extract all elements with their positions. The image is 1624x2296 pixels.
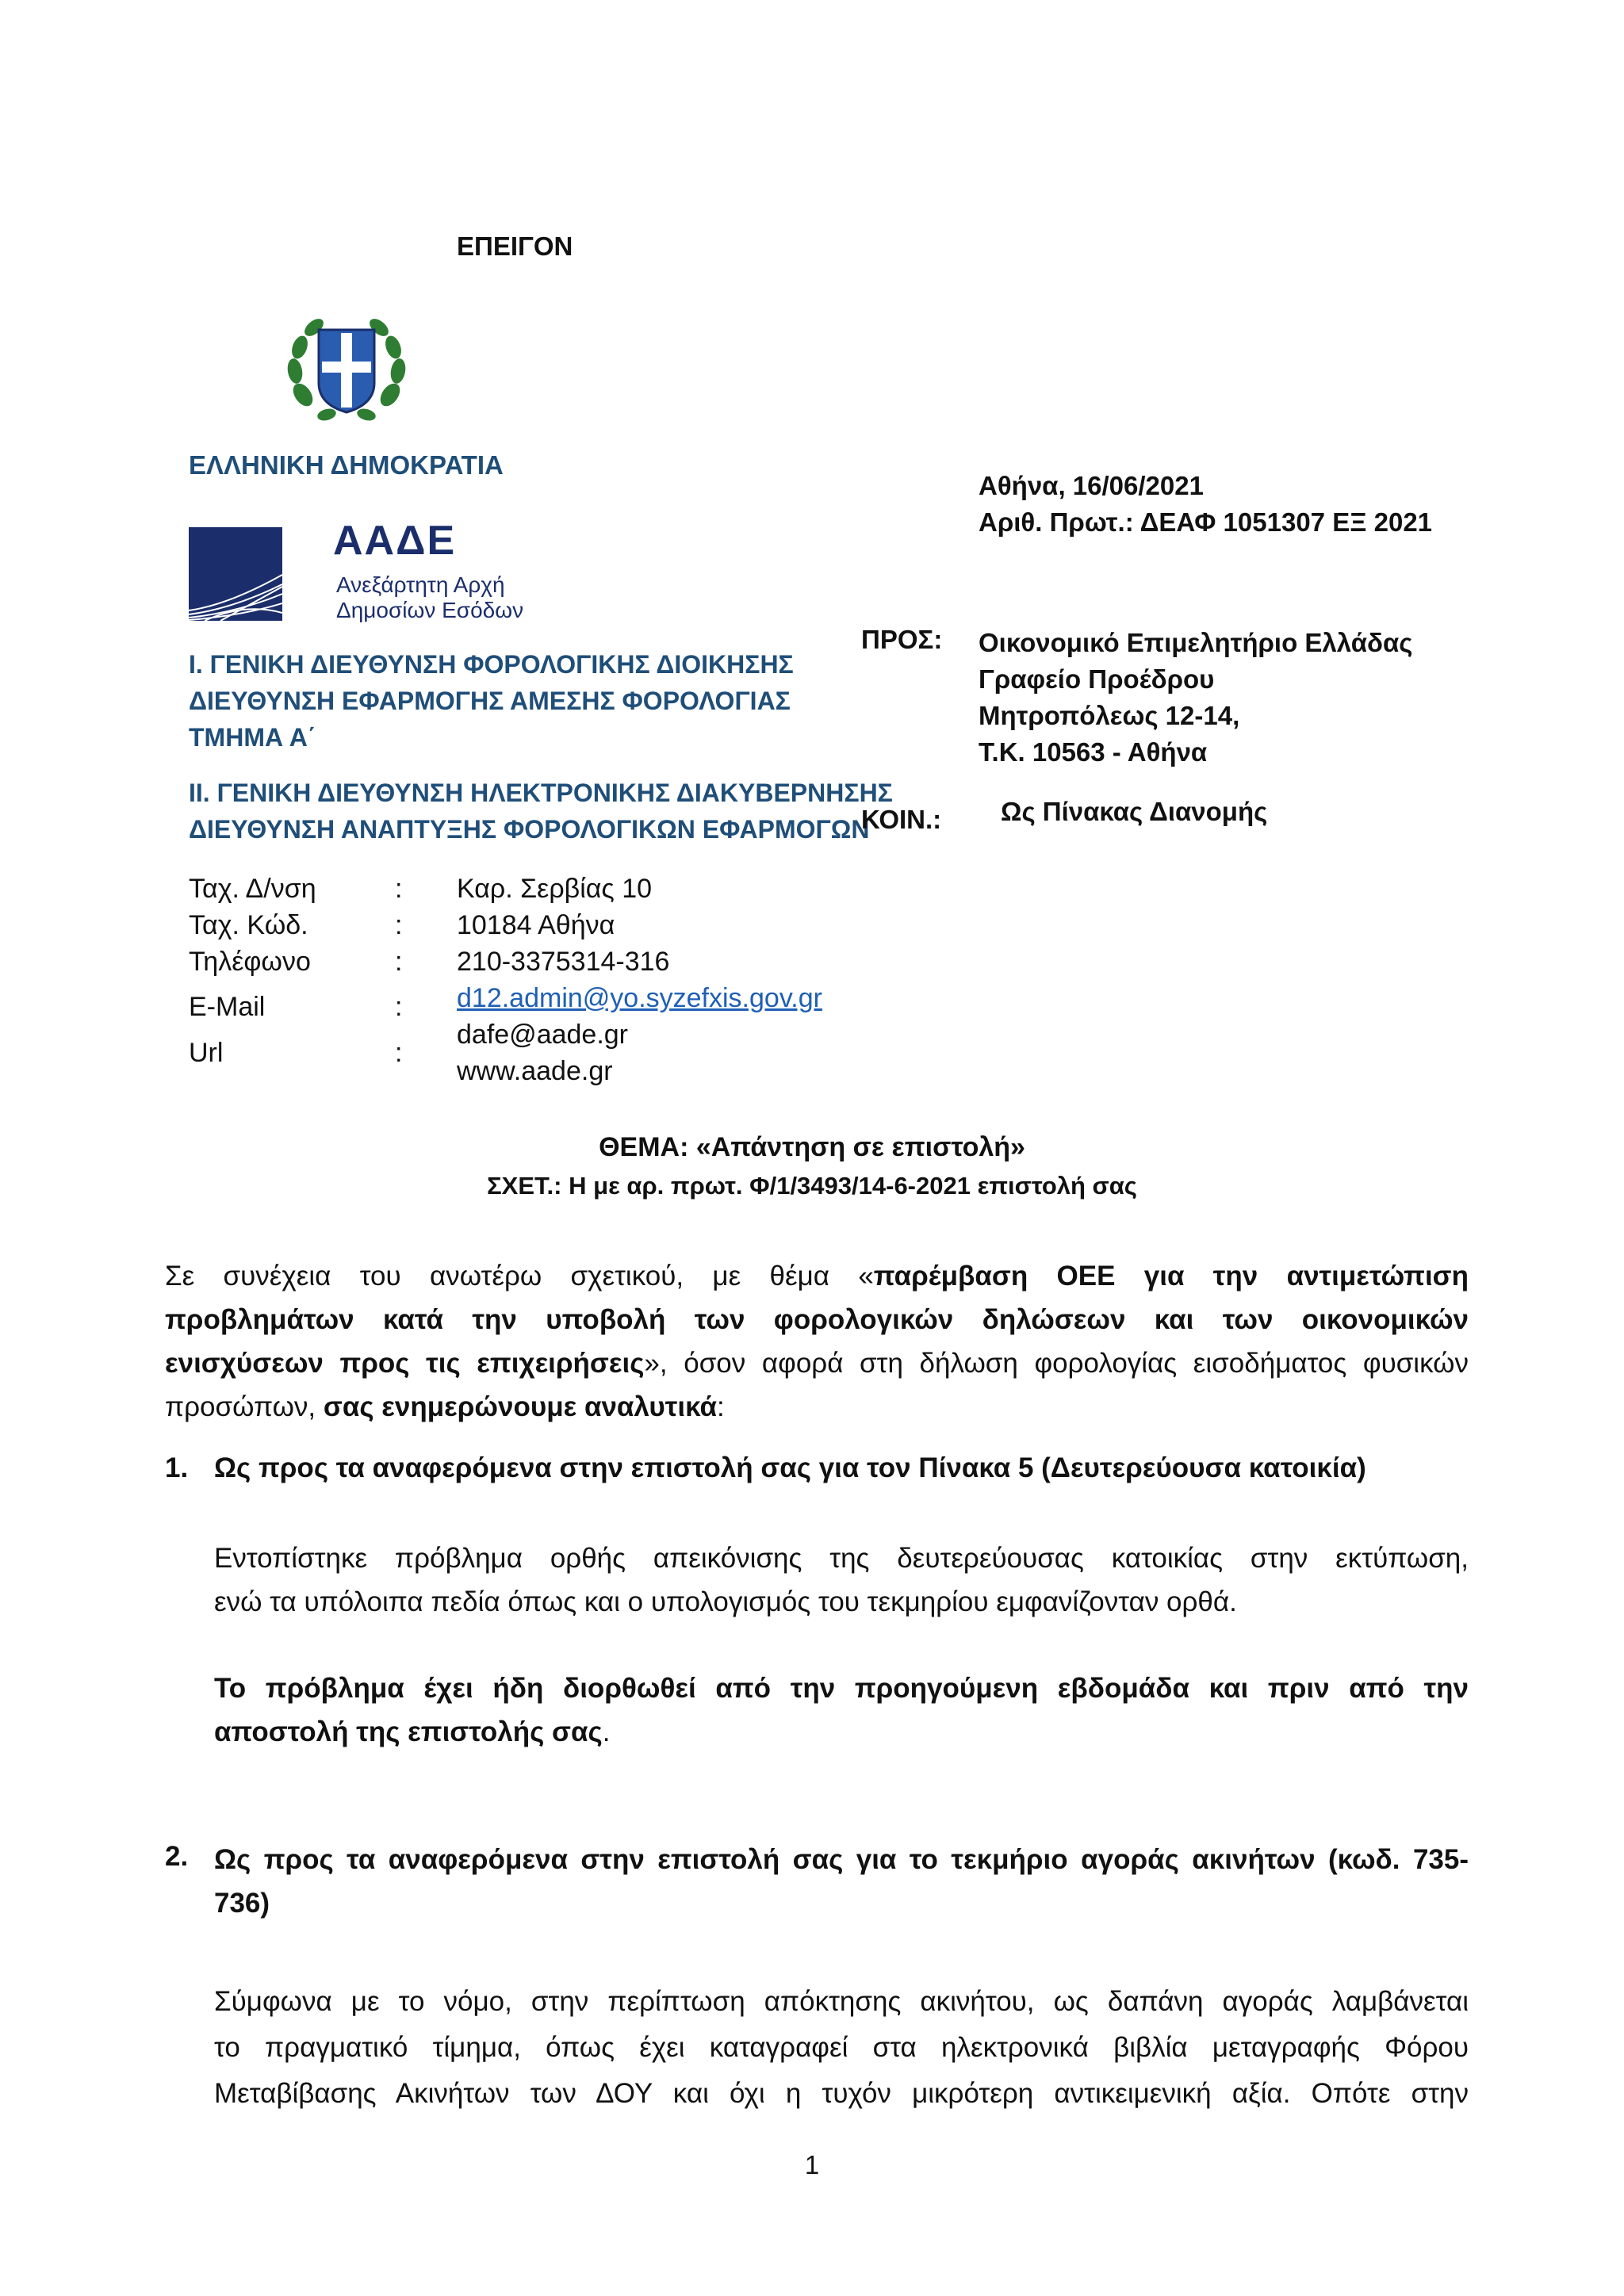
separator: : [395, 874, 403, 904]
url-label: Url [189, 1038, 224, 1068]
item-1-p2-line-2: αποστολή της επιστολής σας. [214, 1716, 611, 1747]
item-2-p1-line-3: Μεταβίβασης Ακινήτων των ΔΟΥ και όχι η τυχόν μικρότερη αντικειμενική αξία. Οπότε στην [214, 2078, 1469, 2109]
item-1-heading: Ως προς τα αναφερόμενα στην επιστολή σας για τον Πίνακα 5 (Δευτερεύουσα κατοικία) [214, 1452, 1366, 1483]
page-number: 1 [804, 2150, 820, 2179]
contact-values [457, 871, 822, 1089]
intro-paragraph [165, 1254, 1469, 1429]
phone-value: 210-3375314-316 [457, 947, 670, 977]
recipient-line-1: Οικονομικό Επιμελητήριο Ελλάδας [979, 628, 1413, 657]
separator: : [395, 992, 403, 1022]
authority-line-1: Ι. ΓΕΝΙΚΗ ΔΙΕΥΘΥΝΣΗ ΦΟΡΟΛΟΓΙΚΗΣ ΔΙΟΙΚΗΣΗΣ [189, 650, 794, 679]
authority-line-2: ΔΙΕΥΘΥΝΣΗ ΕΦΑΡΜΟΓΗΣ ΑΜΕΣΗΣ ΦΟΡΟΛΟΓΙΑΣ [189, 687, 791, 715]
recipient-line-3: Μητροπόλεως 12-14, [979, 701, 1240, 730]
subject-title: ΘΕΜΑ: «Απάντηση σε επιστολή» [599, 1132, 1025, 1162]
republic-heading: ΕΛΛΗΝΙΚΗ ΔΗΜΟΚΡΑΤΙΑ [189, 450, 504, 480]
item-1-paragraph-1 [214, 1536, 1469, 1624]
recipient-line-2: Γραφείο Προέδρου [979, 664, 1215, 694]
authority-line-5: ΔΙΕΥΘΥΝΣΗ ΑΝΑΠΤΥΞΗΣ ΦΟΡΟΛΟΓΙΚΩΝ ΕΦΑΡΜΟΓΩΝ [189, 815, 870, 844]
item-1-p1-line-2: ενώ τα υπόλοιπα πεδία όπως και ο υπολογισμός του τεκμηρίου εμφανίζονταν ορθά. [214, 1586, 1237, 1617]
email-label: E-Mail [189, 992, 266, 1022]
subject-reference: ΣΧΕΤ.: Η με αρ. πρωτ. Φ/1/3493/14-6-2021 επιστολή σας [487, 1172, 1137, 1200]
letter-date: Αθήνα, 16/06/2021 [979, 471, 1204, 500]
item-1-number: 1. [165, 1452, 189, 1483]
authority-block [189, 646, 893, 848]
date-protocol [979, 468, 1432, 541]
intro-line-2: προβλημάτων κατά την υποβολή των φορολογικών δηλώσεων και των οικονομικών [165, 1304, 1469, 1335]
urgent-label: ΕΠΕΙΓΟΝ [457, 232, 573, 261]
recipient-label: ΠΡΟΣ: [861, 625, 943, 654]
email-secondary: dafe@aade.gr [457, 1020, 629, 1050]
address-value: Καρ. Σερβίας 10 [457, 874, 653, 904]
item-2-p1-line-2: το πραγματικό τίμημα, όπως έχει καταγραφεί στα ηλεκτρονικά βιβλία μεταγραφής Φόρου [214, 2032, 1469, 2063]
recipient-line-4: Τ.Κ. 10563 - Αθήνα [979, 737, 1208, 767]
item-2-number: 2. [165, 1841, 189, 1872]
item-2-paragraph-1 [214, 1979, 1469, 2117]
aade-logo-subtitle [336, 572, 523, 623]
cc-value: Ως Πίνακας Διανομής [1001, 797, 1268, 826]
greek-coat-of-arms-icon [279, 308, 414, 427]
item-2-heading-line-1: Ως προς τα αναφερόμενα στην επιστολή σας για το τεκμήριο αγοράς ακινήτων (κωδ. 735- [214, 1844, 1469, 1875]
contact-separators [395, 871, 402, 1071]
item-1-p1-line-1: Εντοπίστηκε πρόβλημα ορθής απεικόνισης της δευτερεύουσας κατοικίας στην εκτύπωση, [214, 1543, 1469, 1574]
separator: : [395, 1038, 403, 1068]
contact-labels [189, 871, 316, 1071]
url-value: www.aade.gr [457, 1056, 613, 1086]
authority-line-3: ΤΜΗΜΑ Α΄ [189, 723, 316, 752]
separator: : [395, 910, 403, 940]
recipient-address [979, 625, 1412, 771]
item-1-p2-line-1: Το πρόβλημα έχει ήδη διορθωθεί από την προηγούμενη εβδομάδα και πριν από την [214, 1673, 1469, 1704]
email-link-primary[interactable]: d12.admin@yo.syzefxis.gov.gr [457, 983, 822, 1013]
zip-value: 10184 Αθήνα [457, 910, 615, 940]
address-label: Ταχ. Δ/νση [189, 874, 316, 904]
cc-label: ΚΟΙΝ.: [861, 805, 942, 834]
protocol-number: Αριθ. Πρωτ.: ΔΕΑΦ 1051307 ΕΞ 2021 [979, 507, 1433, 537]
item-2-heading [214, 1838, 1469, 1925]
separator: : [395, 947, 403, 977]
item-2-p1-line-1: Σύμφωνα με το νόμο, στην περίπτωση απόκτησης ακινήτου, ως δαπάνη αγοράς λαμβάνεται [214, 1986, 1469, 2017]
zip-label: Ταχ. Κώδ. [189, 910, 308, 940]
intro-line-1: Σε συνέχεια του ανωτέρω σχετικού, με θέμα «παρέμβαση ΟΕΕ για την αντιμετώπιση [165, 1261, 1469, 1292]
item-2-heading-line-2: 736) [214, 1888, 270, 1919]
intro-line-4: προσώπων, σας ενημερώνουμε αναλυτικά: [165, 1391, 725, 1422]
phone-label: Τηλέφωνο [189, 947, 311, 977]
aade-subtitle-line2: Δημοσίων Εσόδων [336, 598, 524, 622]
aade-acronym: ΑΑΔΕ [333, 518, 457, 564]
intro-line-3: ενισχύσεων προς τις επιχειρήσεις», όσον αφορά στη δήλωση φορολογίας εισοδήματος φυσικών [165, 1348, 1469, 1379]
item-1-paragraph-2 [214, 1667, 1469, 1754]
authority-line-4: ΙΙ. ΓΕΝΙΚΗ ΔΙΕΥΘΥΝΣΗ ΗΛΕΚΤΡΟΝΙΚΗΣ ΔΙΑΚΥΒΕΡΝΗΣΗΣ [189, 779, 893, 807]
aade-logo-icon [189, 527, 282, 621]
aade-subtitle-line1: Ανεξάρτητη Αρχή [336, 572, 505, 597]
